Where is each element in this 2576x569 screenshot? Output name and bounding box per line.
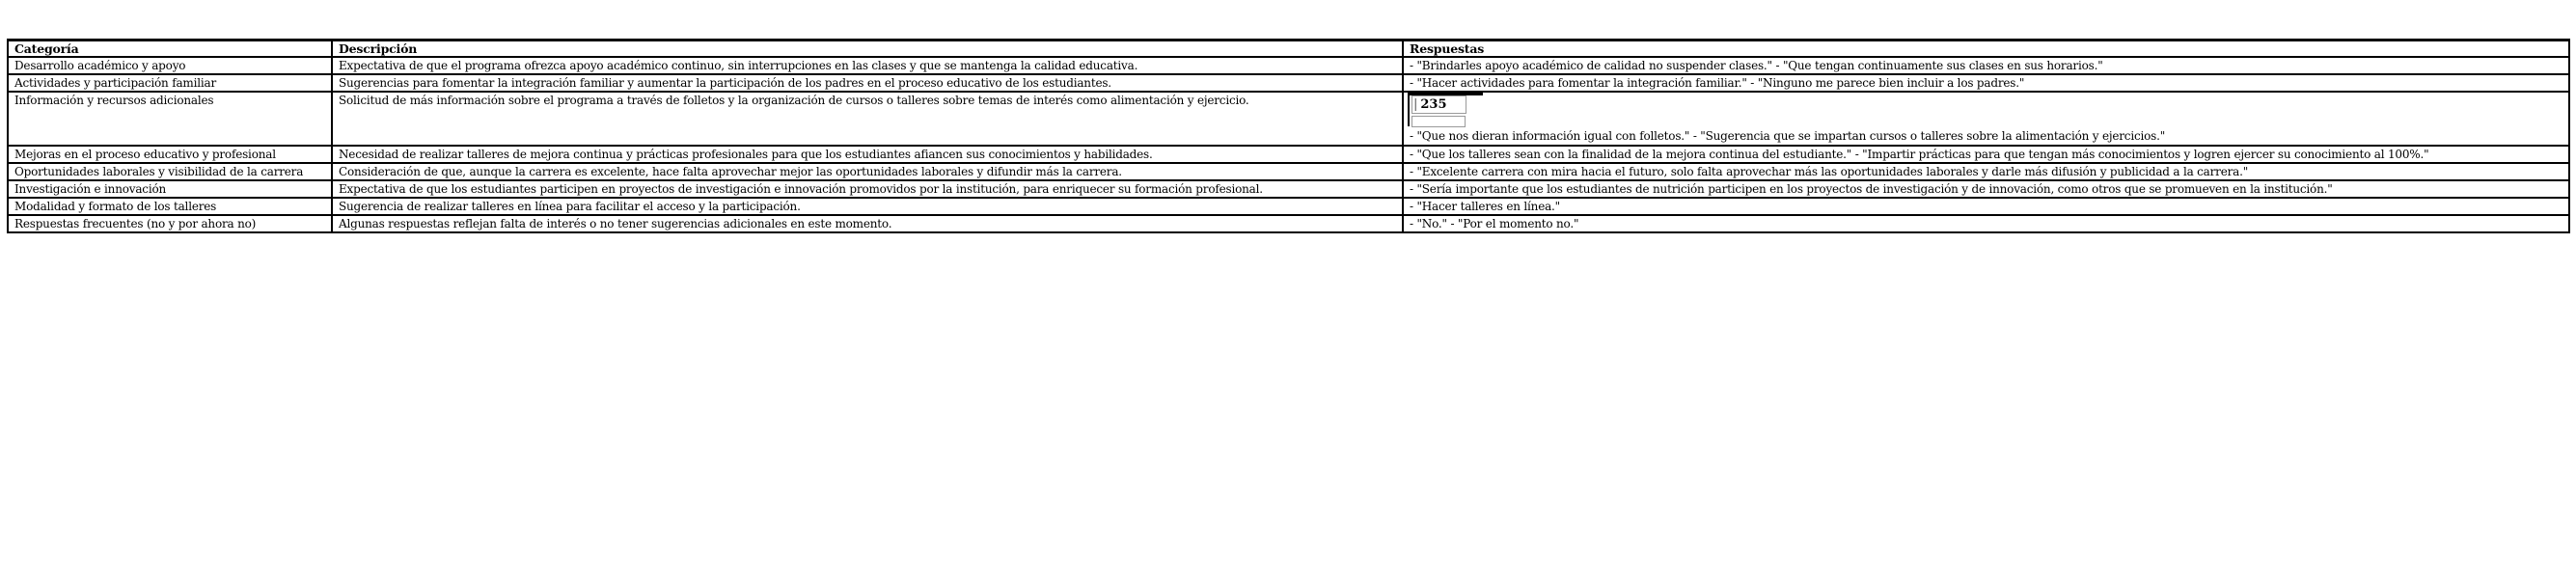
cell-respuestas: - "Excelente carrera con mira hacia el futuro, solo falta aprovechar más las oportunidades laborales y darle más difusión y publicidad a la carrera." — [1403, 163, 2569, 180]
cell-descripcion: Algunas respuestas reflejan falta de interés o no tener sugerencias adicionales en este momento. — [332, 215, 1403, 232]
table-row — [8, 146, 2569, 163]
embed-selection-border-left — [1408, 95, 1410, 126]
table-row — [8, 57, 2569, 74]
cell-descripcion: Solicitud de más información sobre el programa a través de folletos y la organización de cursos o talleres sobre temas de interés como alimentación y ejercicio. — [332, 92, 1403, 146]
col-header-respuestas: Respuestas — [1403, 41, 2569, 58]
cell-descripcion: Expectativa de que los estudiantes participen en proyectos de investigación e innovación promovidos por la institución, para enriquecer su formación profesional. — [332, 180, 1403, 198]
cell-categoria: Actividades y participación familiar — [8, 74, 332, 92]
header-row — [8, 41, 2569, 58]
table-row — [8, 198, 2569, 215]
cell-categoria: Desarrollo académico y apoyo — [8, 57, 332, 74]
cell-descripcion: Sugerencia de realizar talleres en línea para facilitar el acceso y la participación. — [332, 198, 1403, 215]
col-header-descripcion: Descripción — [332, 41, 1403, 58]
cell-categoria: Investigación e innovación — [8, 180, 332, 198]
cell-respuestas: - "Hacer talleres en línea." — [1403, 198, 2569, 215]
cell-descripcion: Expectativa de que el programa ofrezca apoyo académico continuo, sin interrupciones en las clases y que se mantenga la calidad educativa. — [332, 57, 1403, 74]
cell-categoria: Respuestas frecuentes (no y por ahora no) — [8, 215, 332, 232]
cell-respuestas: - "Que los talleres sean con la finalidad de la mejora continua del estudiante." - "Impartir prácticas para que tengan más conocimientos y logren ejercer su conocimiento al 100%." — [1403, 146, 2569, 163]
table-row — [8, 92, 2569, 146]
embed-cell-empty[interactable] — [1411, 116, 1466, 127]
cell-respuestas: - "No." - "Por el momento no." — [1403, 215, 2569, 232]
cell-categoria: Información y recursos adicionales — [8, 92, 332, 146]
cell-respuestas — [1403, 92, 2569, 146]
cell-categoria: Oportunidades laborales y visibilidad de la carrera — [8, 163, 332, 180]
cell-descripcion: Sugerencias para fomentar la integración familiar y aumentar la participación de los padres en el proceso educativo de los estudiantes. — [332, 74, 1403, 92]
embed-cell-input[interactable] — [1411, 95, 1466, 114]
table-row — [8, 215, 2569, 232]
text-cursor: | — [1413, 97, 1417, 112]
col-header-categoria: Categoría — [8, 41, 332, 58]
table-row — [8, 74, 2569, 92]
embedded-object[interactable] — [1408, 93, 1483, 129]
cell-categoria: Mejoras en el proceso educativo y profesional — [8, 146, 332, 163]
table-row — [8, 163, 2569, 180]
cell-respuestas: - "Brindarles apoyo académico de calidad no suspender clases." - "Que tengan continuamente sus clases en sus horarios." — [1403, 57, 2569, 74]
cell-respuestas: - "Hacer actividades para fomentar la integración familiar." - "Ninguno me parece bien incluir a los padres." — [1403, 74, 2569, 92]
cell-descripcion: Consideración de que, aunque la carrera es excelente, hace falta aprovechar mejor las oportunidades laborales y difundir más la carrera. — [332, 163, 1403, 180]
cell-respuestas: - "Sería importante que los estudiantes de nutrición participen en los proyectos de investigación y de innovación, como otros que se promueven en la institución." — [1403, 180, 2569, 198]
table-row — [8, 180, 2569, 198]
cell-descripcion: Necesidad de realizar talleres de mejora continua y prácticas profesionales para que los estudiantes afiancen sus conocimientos y habilidades. — [332, 146, 1403, 163]
embed-cell-value: 235 — [1420, 97, 1447, 112]
summary-table — [7, 39, 2570, 233]
respuestas-text: - "Que nos dieran información igual con folletos." - "Sugerencia que se impartan cursos o talleres sobre la alimentación y ejercicios." — [1410, 129, 2166, 143]
cell-categoria: Modalidad y formato de los talleres — [8, 198, 332, 215]
